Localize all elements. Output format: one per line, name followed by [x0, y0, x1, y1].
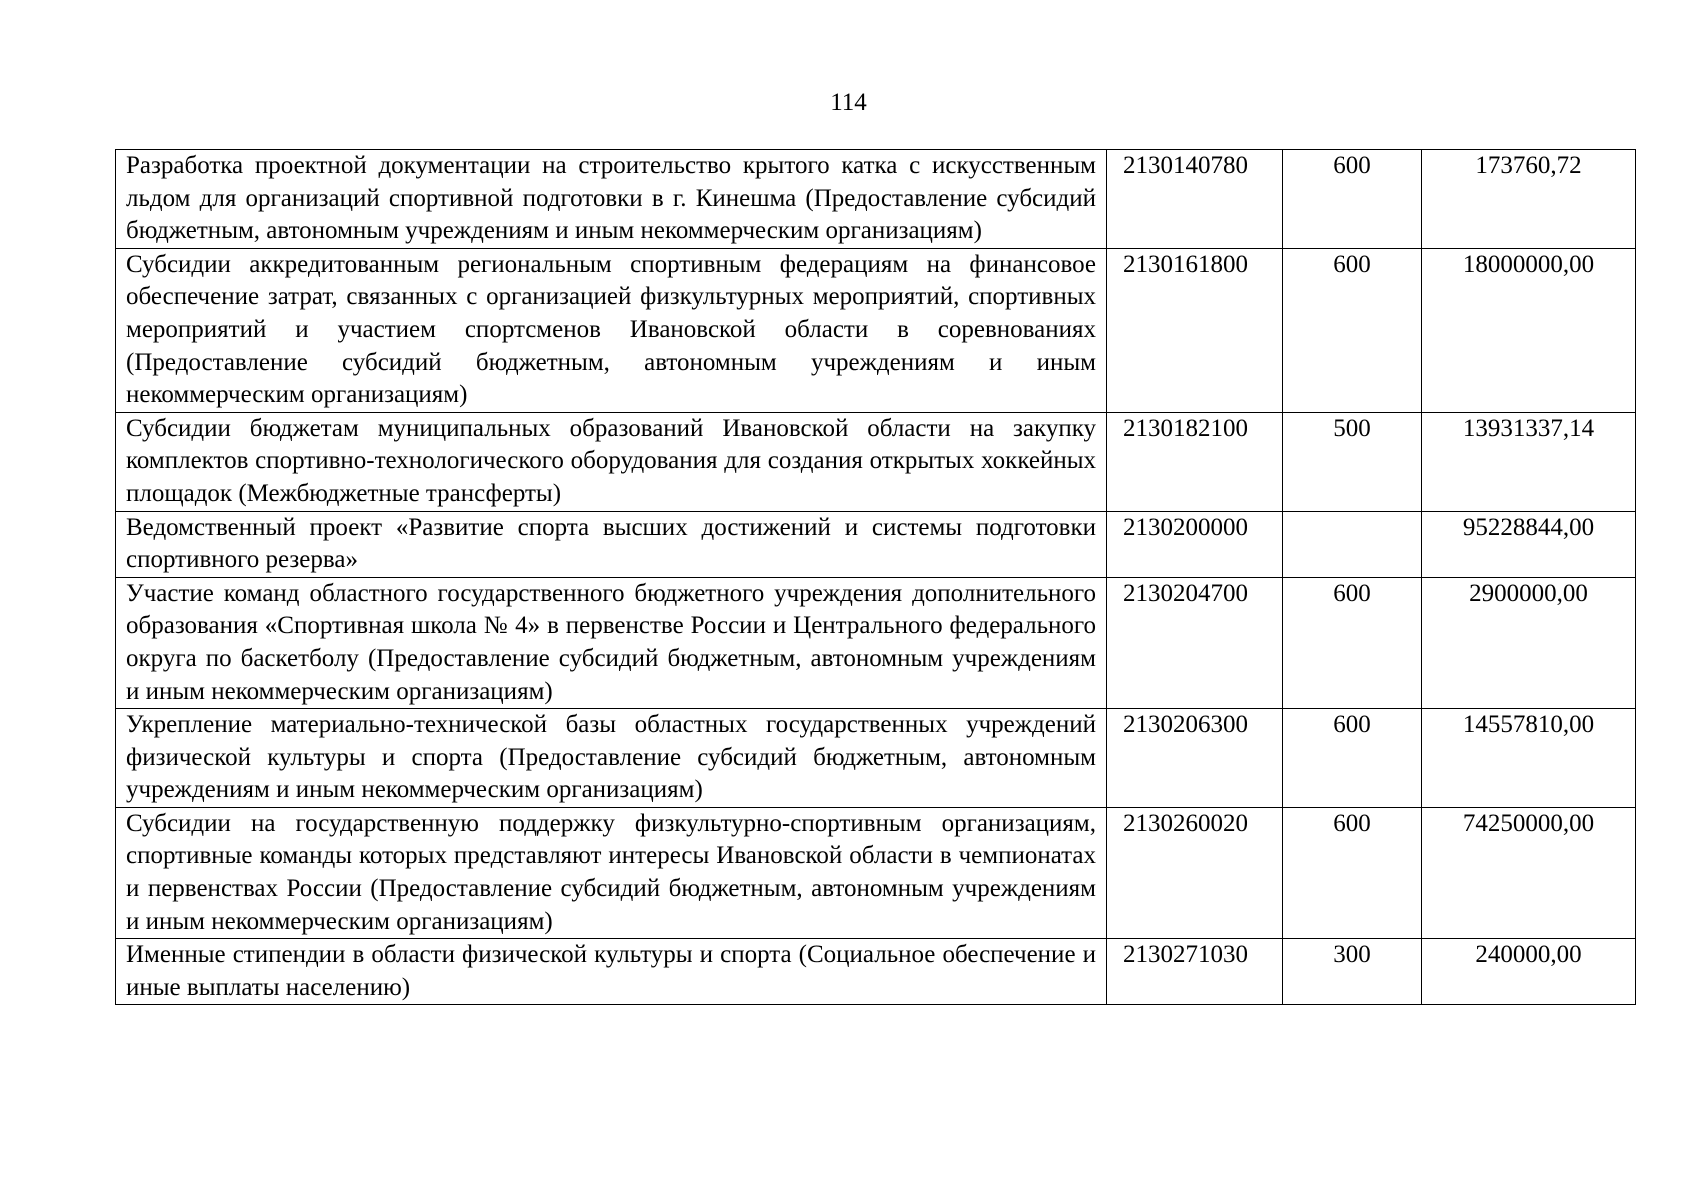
row-expense-type: 600	[1283, 248, 1422, 412]
table-row	[116, 577, 1636, 708]
row-description: Ведомственный проект «Развитие спорта высших достижений и системы подготовки спортивного резерва»	[116, 511, 1107, 577]
budget-table	[115, 149, 1636, 1005]
row-target-code: 2130271030	[1107, 939, 1283, 1005]
row-amount: 13931337,14	[1422, 412, 1636, 511]
row-expense-type: 600	[1283, 807, 1422, 938]
row-expense-type: 600	[1283, 150, 1422, 249]
row-expense-type	[1283, 511, 1422, 577]
row-expense-type: 600	[1283, 577, 1422, 708]
row-expense-type: 600	[1283, 709, 1422, 808]
row-amount: 18000000,00	[1422, 248, 1636, 412]
row-amount: 74250000,00	[1422, 807, 1636, 938]
row-amount: 173760,72	[1422, 150, 1636, 249]
row-description: Субсидии на государственную поддержку физкультурно-спортивным организациям, спортивные команды которых представляют интересы Ивановской области в чемпионатах и первенствах России (Предоставление субсидий бюджетным, автономным учреждениям и иным некоммерческим организациям)	[116, 807, 1107, 938]
row-amount: 95228844,00	[1422, 511, 1636, 577]
row-description: Субсидии бюджетам муниципальных образований Ивановской области на закупку комплектов спортивно-технологического оборудования для создания открытых хоккейных площадок (Межбюджетные трансферты)	[116, 412, 1107, 511]
row-amount: 240000,00	[1422, 939, 1636, 1005]
table-row	[116, 709, 1636, 808]
table-row	[116, 150, 1636, 249]
table-row	[116, 511, 1636, 577]
row-target-code: 2130182100	[1107, 412, 1283, 511]
row-description: Именные стипендии в области физической культуры и спорта (Социальное обеспечение и иные выплаты населению)	[116, 939, 1107, 1005]
row-description: Субсидии аккредитованным региональным спортивным федерациям на финансовое обеспечение затрат, связанных с организацией физкультурных мероприятий, спортивных мероприятий и участием спортсменов Ивановской области в соревнованиях (Предоставление субсидий бюджетным, автономным учреждениям и иным некоммерческим организациям)	[116, 248, 1107, 412]
row-expense-type: 300	[1283, 939, 1422, 1005]
row-description: Укрепление материально-технической базы областных государственных учреждений физической культуры и спорта (Предоставление субсидий бюджетным, автономным учреждениям и иным некоммерческим организациям)	[116, 709, 1107, 808]
row-target-code: 2130206300	[1107, 709, 1283, 808]
table-row	[116, 939, 1636, 1005]
row-amount: 14557810,00	[1422, 709, 1636, 808]
row-description: Участие команд областного государственного бюджетного учреждения дополнительного образования «Спортивная школа № 4» в первенстве России и Центрального федерального округа по баскетболу (Предоставление субсидий бюджетным, автономным учреждениям и иным некоммерческим организациям)	[116, 577, 1107, 708]
row-target-code: 2130260020	[1107, 807, 1283, 938]
page-number: 114	[830, 89, 867, 116]
table-row	[116, 412, 1636, 511]
row-amount: 2900000,00	[1422, 577, 1636, 708]
row-description: Разработка проектной документации на строительство крытого катка с искусственным льдом для организаций спортивной подготовки в г. Кинешма (Предоставление субсидий бюджетным, автономным учреждениям и иным некоммерческим организациям)	[116, 150, 1107, 249]
row-expense-type: 500	[1283, 412, 1422, 511]
row-target-code: 2130204700	[1107, 577, 1283, 708]
row-target-code: 2130161800	[1107, 248, 1283, 412]
table-row	[116, 807, 1636, 938]
table-row	[116, 248, 1636, 412]
row-target-code: 2130140780	[1107, 150, 1283, 249]
row-target-code: 2130200000	[1107, 511, 1283, 577]
